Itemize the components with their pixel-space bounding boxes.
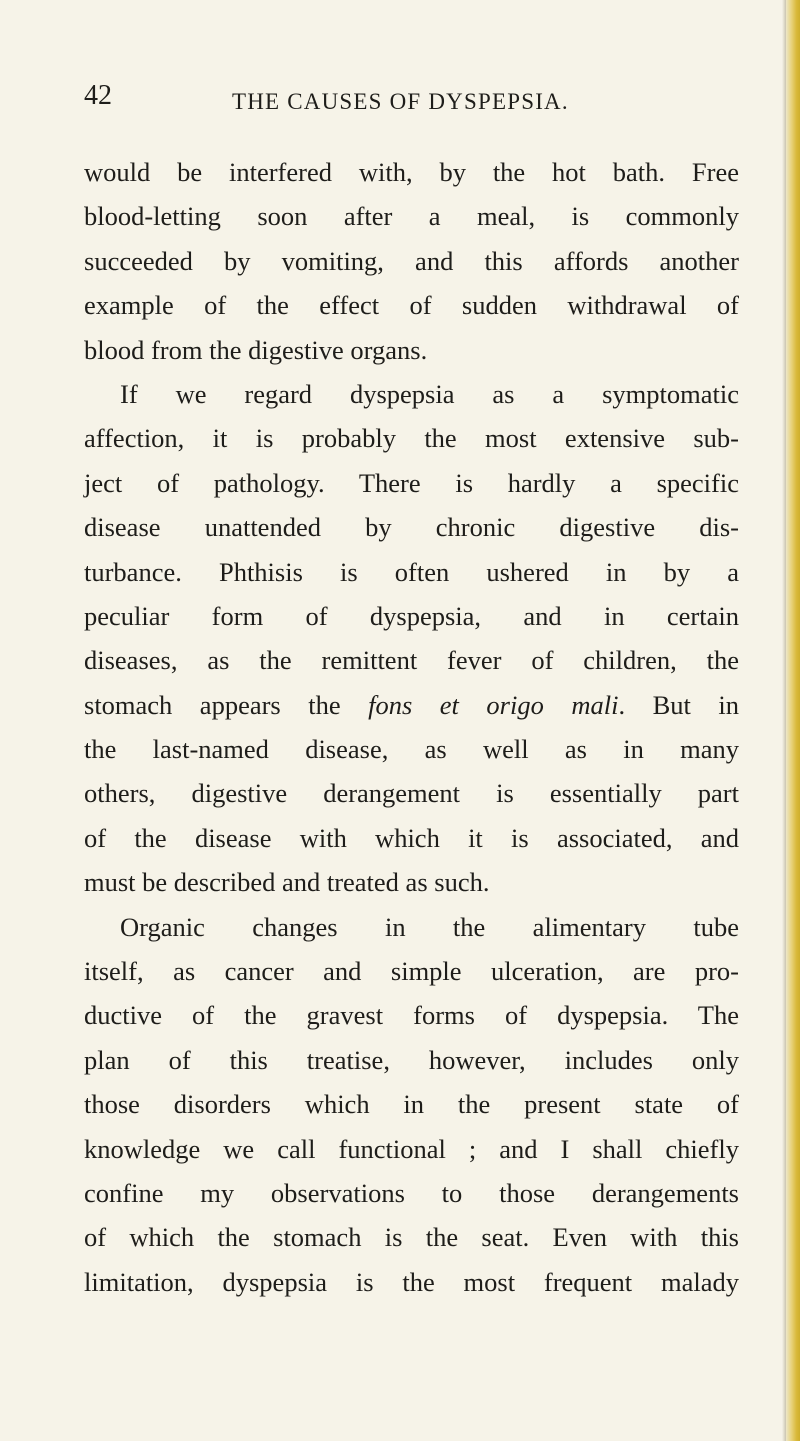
text-line: knowledge we call functional ; and I shall chiefly [84, 1133, 739, 1164]
text-line [84, 683, 739, 727]
page-edge [786, 0, 800, 1441]
text-line: ject of pathology. There is hardly a specific [84, 467, 739, 498]
text-line: succeeded by vomiting, and this affords another [84, 245, 739, 276]
text-line: those disorders which in the present state of [84, 1089, 739, 1120]
text-line: ductive of the gravest forms of dyspepsia. The [84, 1000, 739, 1031]
text-run: stomach appears the [84, 689, 341, 720]
text-line: peculiar form of dyspepsia, and in certain [84, 600, 739, 631]
text-line: If we regard dyspepsia as a symptomatic [120, 378, 739, 409]
text-line: disease unattended by chronic digestive dis- [84, 512, 739, 543]
text-line: plan of this treatise, however, includes only [84, 1044, 739, 1075]
running-head [84, 80, 584, 120]
text-line: the last-named disease, as well as in many [84, 734, 739, 765]
text-line: of which the stomach is the seat. Even with this [84, 1222, 739, 1253]
text-line: example of the effect of sudden withdrawal of [84, 290, 739, 321]
text-line: must be described and treated as such. [84, 867, 490, 898]
text-line: blood from the digestive organs. [84, 334, 428, 365]
text-line: would be interfered with, by the hot bath. Free [84, 157, 739, 187]
text-line: others, digestive derangement is essentially part [84, 778, 739, 809]
running-title: THE CAUSES OF DYSPEPSIA. [232, 89, 569, 114]
text-line: Organic changes in the alimentary tube [120, 911, 739, 942]
text-line: of the disease with which it is associated, and [84, 822, 739, 853]
text-line: limitation, dyspepsia is the most frequent malady [84, 1266, 739, 1297]
text-line: diseases, as the remittent fever of children, the [84, 645, 739, 676]
page-number: 42 [84, 80, 112, 111]
text-run: . But in [618, 689, 739, 720]
text-line: blood-letting soon after a meal, is commonly [84, 201, 739, 232]
latin-phrase: fons et origo mali [368, 689, 619, 720]
body-text [84, 150, 739, 1304]
text-line: confine my observations to those derangements [84, 1177, 739, 1208]
text-line: affection, it is probably the most extensive sub- [84, 423, 739, 454]
text-line: turbance. Phthisis is often ushered in by a [84, 556, 739, 587]
text-line: itself, as cancer and simple ulceration, are pro- [84, 956, 739, 987]
